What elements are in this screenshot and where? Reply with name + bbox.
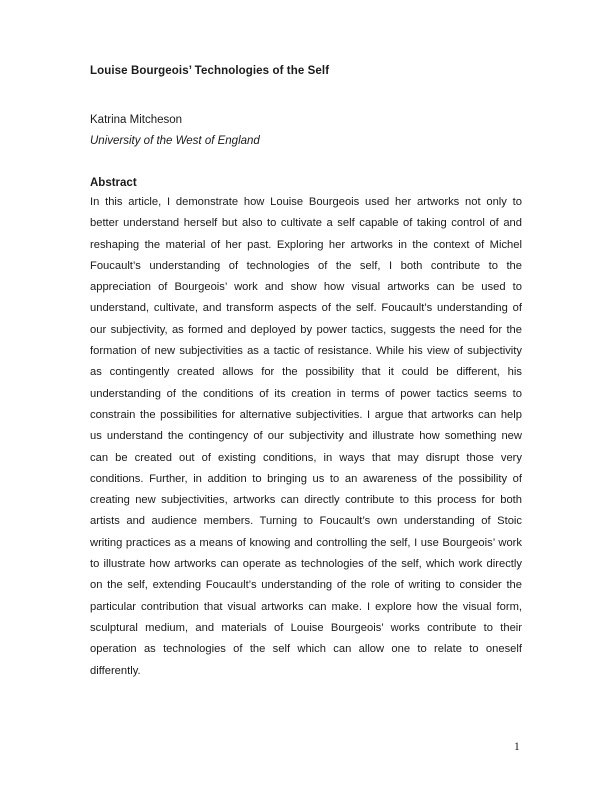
abstract-heading: Abstract — [90, 177, 137, 189]
abstract-text: In this article, I demonstrate how Louise Bourgeois used her artworks not only to better understand herself but also to cultivate a self capable of taking control of and reshaping the material of her past. Exploring her artworks in the context of Michel Foucault’s understanding of technologies of the self, I both contribute to the appreciation of Bourgeois’ work and show how visual artworks can be used to understand, cultivate, and transform aspects of the self. Foucault’s understanding of our subjectivity, as formed and deployed by power tactics, suggests the need for the formation of new subjectivities as a tactic of resistance. While his view of subjectivity as contingently created allows for the possibility that it could be different, his understanding of the conditions of its creation in terms of power tactics seems to constrain the possibilities for alternative subjectivities. I argue that artworks can help us understand the contingency of our subjectivity and illustrate how something new can be created out of existing conditions, in ways that may disrupt those very conditions. Further, in addition to bringing us to an awareness of the possibility of creating new subjectivities, artworks can directly contribute to this process for both artists and audience members. Turning to Foucault’s own understanding of Stoic writing practices as a means of knowing and controlling the self, I use Bourgeois’ work to illustrate how artworks can operate as technologies of the self, which work directly on the self, extending Foucault’s understanding of the role of writing to consider the particular contribution that visual artworks can make. I explore how the visual form, sculptural medium, and materials of Louise Bourgeois’ works contribute to their operation as technologies of the self which can allow one to relate to oneself differently. — [90, 196, 522, 677]
author-name: Katrina Mitcheson — [90, 114, 183, 126]
author-affiliation: University of the West of England — [90, 135, 260, 147]
page-number: 1 — [514, 741, 520, 753]
article-title: Louise Bourgeois’ Technologies of the Self — [90, 65, 330, 77]
